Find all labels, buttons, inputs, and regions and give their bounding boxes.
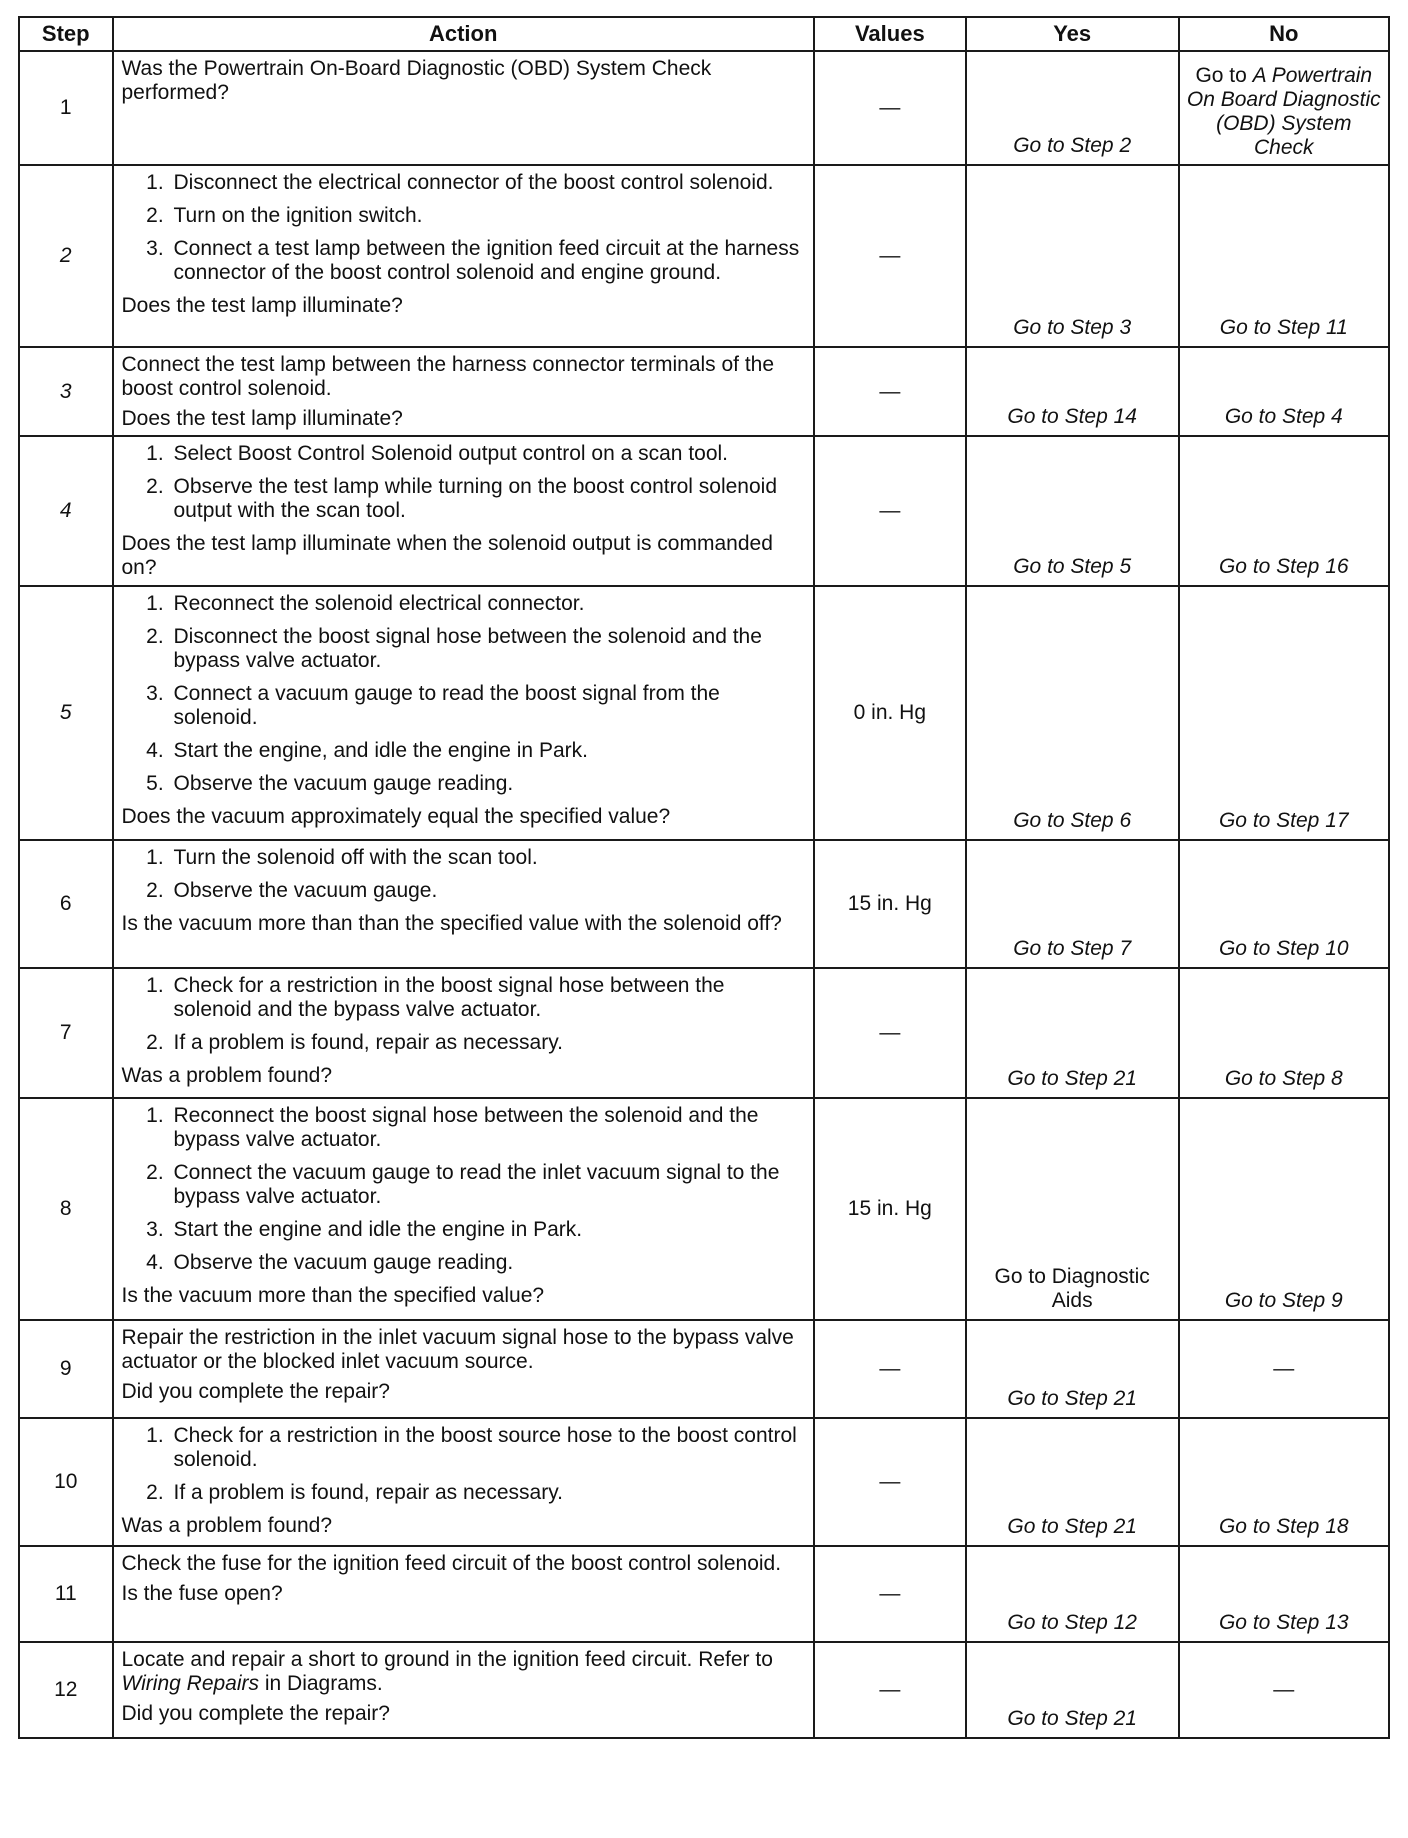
step-number: 6 <box>19 840 113 968</box>
yes-cell: Go to Step 14 <box>966 347 1179 436</box>
step-number: 7 <box>19 968 113 1098</box>
no-cell: Go to Step 10 <box>1179 840 1389 968</box>
action-cell <box>113 1098 814 1320</box>
diagnostic-table-page <box>18 16 1390 1830</box>
action-text-end: in Diagrams. <box>259 1672 383 1695</box>
action-cell <box>113 968 814 1098</box>
header-action: Action <box>113 17 814 51</box>
value-cell: — <box>814 347 966 436</box>
action-text: Repair the restriction in the inlet vacuum signal hose to the bypass valve actuator or the blocked inlet vacuum source. <box>121 1326 794 1373</box>
list-item: 3. Start the engine and idle the engine in Park. <box>170 1218 803 1242</box>
step-number: 5 <box>19 586 113 840</box>
step-number: 1 <box>19 51 113 165</box>
table-row <box>19 1418 1389 1546</box>
list-item: 1. Disconnect the electrical connector of the boost control solenoid. <box>170 171 803 195</box>
table-row <box>19 347 1389 436</box>
action-steps <box>122 846 803 903</box>
value-cell: — <box>814 51 966 165</box>
list-item: 1. Turn the solenoid off with the scan tool. <box>170 846 803 870</box>
no-reference: A Powertrain On Board Diagnostic (OBD) System Check <box>1186 64 1381 159</box>
action-question: Does the test lamp illuminate when the solenoid output is commanded on? <box>121 532 773 579</box>
no-prefix: Go to <box>1195 64 1253 87</box>
value-cell: 15 in. Hg <box>814 840 966 968</box>
action-cell <box>113 165 814 347</box>
yes-cell: Go to Step 21 <box>966 1418 1179 1546</box>
list-item: 3. Connect a test lamp between the ignition feed circuit at the harness connector of the boost control solenoid and engine ground. <box>170 237 803 285</box>
value-cell: — <box>814 1418 966 1546</box>
list-item: 2. Observe the test lamp while turning on the boost control solenoid output with the scan tool. <box>170 475 803 523</box>
step-number: 3 <box>19 347 113 436</box>
diagnostic-table <box>18 16 1390 1739</box>
action-cell <box>113 347 814 436</box>
action-cell <box>113 1546 814 1642</box>
action-cell <box>113 586 814 840</box>
list-item: 2. Turn on the ignition switch. <box>170 204 803 228</box>
yes-cell: Go to Step 5 <box>966 436 1179 586</box>
list-item: 5. Observe the vacuum gauge reading. <box>170 772 803 796</box>
header-values: Values <box>814 17 966 51</box>
action-question: Did you complete the repair? <box>121 1380 390 1403</box>
no-cell: Go to Step 17 <box>1179 586 1389 840</box>
table-row <box>19 1642 1389 1738</box>
yes-cell: Go to Step 6 <box>966 586 1179 840</box>
no-cell: — <box>1179 1642 1389 1738</box>
action-question: Did you complete the repair? <box>121 1702 390 1725</box>
action-cell <box>113 51 814 165</box>
value-cell: 15 in. Hg <box>814 1098 966 1320</box>
action-text: Was the Powertrain On-Board Diagnostic (OBD) System Check performed? <box>121 57 712 104</box>
step-number: 2 <box>19 165 113 347</box>
yes-cell: Go to Diagnostic Aids <box>966 1098 1179 1320</box>
action-cell <box>113 840 814 968</box>
table-row <box>19 586 1389 840</box>
step-number: 4 <box>19 436 113 586</box>
action-cell <box>113 1320 814 1418</box>
no-cell: — <box>1179 1320 1389 1418</box>
action-question: Does the vacuum approximately equal the specified value? <box>121 805 671 828</box>
list-item: 2. Connect the vacuum gauge to read the inlet vacuum signal to the bypass valve actuator. <box>170 1161 803 1209</box>
yes-cell: Go to Step 21 <box>966 1642 1179 1738</box>
no-cell: Go to Step 13 <box>1179 1546 1389 1642</box>
step-number: 8 <box>19 1098 113 1320</box>
action-cell <box>113 1418 814 1546</box>
no-cell: Go to Step 11 <box>1179 165 1389 347</box>
list-item: 4. Observe the vacuum gauge reading. <box>170 1251 803 1275</box>
table-row <box>19 1320 1389 1418</box>
action-text <box>122 1648 803 1696</box>
step-number: 10 <box>19 1418 113 1546</box>
table-row <box>19 51 1389 165</box>
list-item: 1. Reconnect the solenoid electrical connector. <box>170 592 803 616</box>
action-question: Was a problem found? <box>121 1514 333 1537</box>
table-row <box>19 1546 1389 1642</box>
value-cell: — <box>814 1642 966 1738</box>
wiring-repairs-reference: Wiring Repairs <box>121 1672 260 1695</box>
value-cell: — <box>814 1546 966 1642</box>
value-cell: — <box>814 436 966 586</box>
yes-cell: Go to Step 12 <box>966 1546 1179 1642</box>
yes-cell: Go to Step 7 <box>966 840 1179 968</box>
no-cell <box>1179 51 1389 165</box>
table-row <box>19 840 1389 968</box>
action-text: Check the fuse for the ignition feed circuit of the boost control solenoid. <box>121 1552 782 1575</box>
action-question: Was a problem found? <box>121 1064 333 1087</box>
list-item: 2. Observe the vacuum gauge. <box>170 879 803 903</box>
table-header-row <box>19 17 1389 51</box>
action-question: Is the fuse open? <box>121 1582 283 1605</box>
no-cell: Go to Step 16 <box>1179 436 1389 586</box>
value-cell: — <box>814 1320 966 1418</box>
list-item: 2. If a problem is found, repair as necessary. <box>170 1481 803 1505</box>
list-item: 1. Reconnect the boost signal hose between the solenoid and the bypass valve actuator. <box>170 1104 803 1152</box>
action-question: Does the test lamp illuminate? <box>121 407 403 430</box>
list-item: 1. Check for a restriction in the boost signal hose between the solenoid and the bypass valve actuator. <box>170 974 803 1022</box>
table-row <box>19 1098 1389 1320</box>
step-number: 12 <box>19 1642 113 1738</box>
yes-cell: Go to Step 2 <box>966 51 1179 165</box>
action-text: Connect the test lamp between the harness connector terminals of the boost control solenoid. <box>121 353 775 400</box>
action-steps <box>122 592 803 796</box>
action-question: Is the vacuum more than the specified value? <box>121 1284 545 1307</box>
table-row <box>19 165 1389 347</box>
table-row <box>19 968 1389 1098</box>
action-cell <box>113 1642 814 1738</box>
list-item: 2. If a problem is found, repair as necessary. <box>170 1031 803 1055</box>
header-yes: Yes <box>966 17 1179 51</box>
list-item: 2. Disconnect the boost signal hose between the solenoid and the bypass valve actuator. <box>170 625 803 673</box>
step-number: 9 <box>19 1320 113 1418</box>
no-cell: Go to Step 9 <box>1179 1098 1389 1320</box>
action-question: Does the test lamp illuminate? <box>121 294 403 317</box>
list-item: 4. Start the engine, and idle the engine in Park. <box>170 739 803 763</box>
step-number: 11 <box>19 1546 113 1642</box>
table-row <box>19 436 1389 586</box>
action-steps <box>122 171 803 285</box>
action-steps <box>122 442 803 523</box>
yes-cell: Go to Step 21 <box>966 1320 1179 1418</box>
value-cell: — <box>814 165 966 347</box>
action-steps <box>122 1104 803 1275</box>
list-item: 1. Select Boost Control Solenoid output control on a scan tool. <box>170 442 803 466</box>
action-cell <box>113 436 814 586</box>
action-question: Is the vacuum more than than the specified value with the solenoid off? <box>121 912 782 935</box>
value-cell: 0 in. Hg <box>814 586 966 840</box>
list-item: 1. Check for a restriction in the boost source hose to the boost control solenoid. <box>170 1424 803 1472</box>
header-no: No <box>1179 17 1389 51</box>
no-cell: Go to Step 18 <box>1179 1418 1389 1546</box>
action-steps <box>122 974 803 1055</box>
action-text-start: Locate and repair a short to ground in the ignition feed circuit. Refer to <box>121 1648 773 1671</box>
yes-cell: Go to Step 3 <box>966 165 1179 347</box>
list-item: 3. Connect a vacuum gauge to read the boost signal from the solenoid. <box>170 682 803 730</box>
no-cell: Go to Step 8 <box>1179 968 1389 1098</box>
header-step: Step <box>19 17 113 51</box>
no-cell: Go to Step 4 <box>1179 347 1389 436</box>
value-cell: — <box>814 968 966 1098</box>
action-steps <box>122 1424 803 1505</box>
yes-cell: Go to Step 21 <box>966 968 1179 1098</box>
